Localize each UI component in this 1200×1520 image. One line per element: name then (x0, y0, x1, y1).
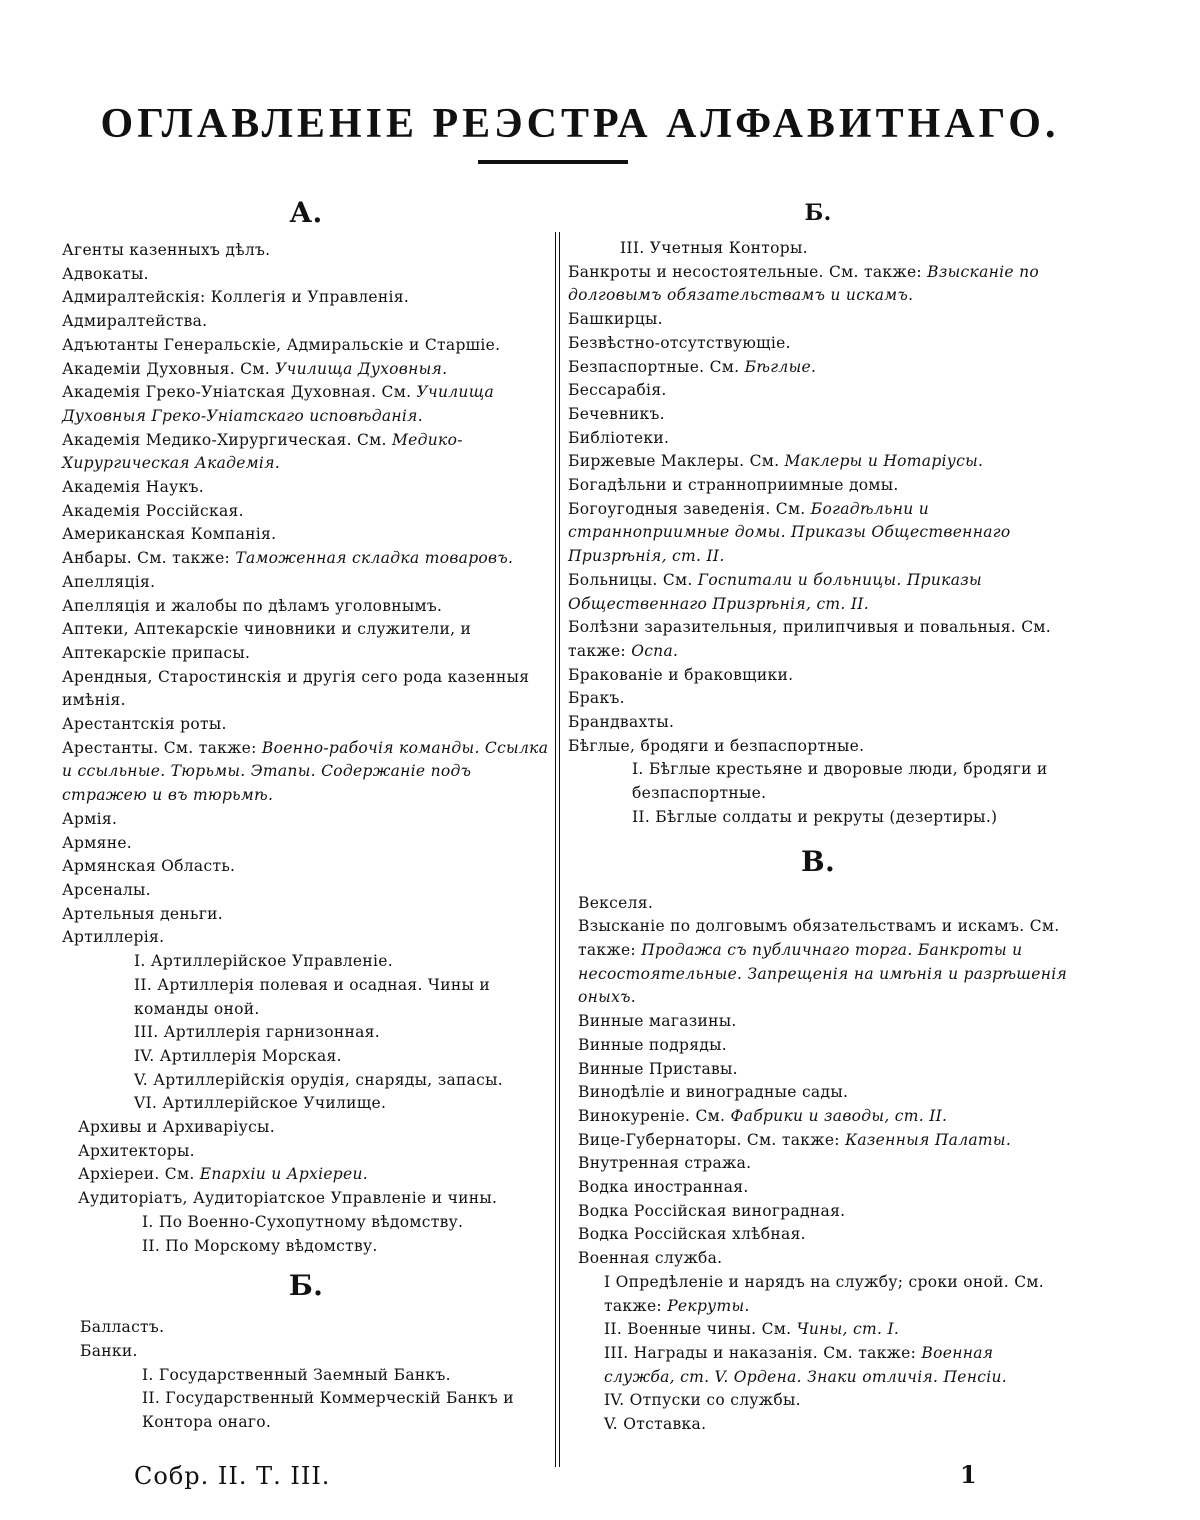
index-entry (62, 1069, 550, 1093)
index-entry (62, 358, 550, 382)
signature-mark: Собр. II. Т. III. (134, 1462, 331, 1490)
entry-list-b-continued (568, 261, 1068, 759)
entry-text: Апелляція и жалобы по дѣламъ уголовнымъ. (62, 596, 443, 615)
service-subentries (568, 1271, 1068, 1437)
index-entry (568, 1318, 1068, 1342)
index-entry (62, 381, 550, 428)
index-entry (568, 1105, 1068, 1129)
cross-reference: Маклеры и Нотаріусы. (784, 452, 984, 471)
entry-text: V. Отставка. (604, 1415, 707, 1434)
index-entry (568, 1200, 1068, 1224)
entry-text: Биржевые Маклеры. См. (568, 452, 785, 471)
entry-text: Академія Медико-Хирургическая. См. (62, 430, 392, 449)
entry-text: Балластъ. (80, 1318, 165, 1337)
entry-text: Аптеки, Аптекарскіе чиновники и служители, и Аптекарскіе припасы. (62, 620, 472, 662)
index-entry (62, 926, 550, 950)
entry-text: Военная служба. (578, 1249, 723, 1268)
entry-text: Винные подряды. (578, 1035, 728, 1054)
cross-reference: Фабрики и заводы, ст. II. (730, 1106, 948, 1125)
entry-text: Взысканіе по долговымъ обязательствамъ и искамъ. См. также: (578, 917, 1060, 959)
index-entry (568, 474, 1068, 498)
index-entry (62, 523, 550, 547)
cross-reference: Рекруты. (667, 1296, 750, 1315)
cross-reference: Казенныя Палаты. (845, 1130, 1012, 1149)
entry-text: Башкирцы. (568, 310, 663, 329)
page-number: 1 (960, 1460, 977, 1489)
entry-text: Арестанты. См. также: (62, 738, 262, 757)
page-title: ОГЛАВЛЕНІЕ РЕЭСТРА АЛФАВИТНАГО. (100, 101, 1060, 147)
index-entry (62, 334, 550, 358)
bank-subentries (62, 1364, 550, 1435)
entry-text: Библіотеки. (568, 428, 670, 447)
index-entry (568, 356, 1068, 380)
index-entry (62, 974, 550, 1021)
index-entry (62, 1187, 550, 1211)
entry-text: Водка иностранная. (578, 1178, 749, 1197)
index-entry (62, 263, 550, 287)
entry-text: Армянская Область. (62, 857, 236, 876)
index-entry (568, 1271, 1068, 1318)
cross-reference: Епархіи и Архіереи. (199, 1165, 369, 1184)
index-entry (568, 1058, 1068, 1082)
entry-text: III. Артиллерія гарнизонная. (134, 1023, 380, 1042)
index-entry (62, 1021, 550, 1045)
index-entry (568, 1342, 1068, 1389)
entry-text: Агенты казенныхъ дѣлъ. (62, 241, 271, 259)
entry-text: Апелляція. (62, 572, 156, 591)
entry-text: Бечевникъ. (568, 404, 665, 423)
entry-text: IV. Артиллерія Морская. (134, 1046, 342, 1065)
entry-text: Банкроты и несостоятельные. См. также: (568, 262, 928, 281)
cross-reference: Училища Духовныя Греко-Уніатскаго исповѣданія. (62, 383, 495, 425)
entry-text: Бессарабія. (568, 381, 667, 400)
index-entry (568, 1223, 1068, 1247)
cross-reference: Училища Духовныя. (275, 359, 448, 378)
entry-text: Армія. (62, 809, 118, 828)
artillery-subentries (62, 950, 550, 1116)
index-entry (568, 1152, 1068, 1176)
cross-reference: Оспа. (631, 641, 679, 660)
index-entry (568, 616, 1068, 663)
entry-text: II. По Морскому вѣдомству. (142, 1236, 378, 1255)
index-entry (568, 1129, 1068, 1153)
entry-text: Брандвахты. (568, 713, 675, 732)
index-entry (62, 879, 550, 903)
section-heading-v: В. (800, 844, 835, 878)
index-entry (568, 892, 1068, 916)
index-entry (568, 261, 1068, 308)
entry-text: Академія Россійская. (62, 501, 244, 520)
entry-text: Адмиралтейскія: Коллегія и Управленія. (62, 288, 410, 307)
fugitive-subentries (568, 758, 1068, 829)
entry-text: Бѣглые, бродяги и безпаспортные. (568, 736, 865, 755)
entry-text: Анбары. См. также: (62, 549, 236, 568)
entry-text: Арсеналы. (62, 880, 151, 899)
index-entry (62, 571, 550, 595)
index-entry (62, 737, 550, 808)
entry-text: I. Государственный Заемный Банкъ. (142, 1365, 451, 1384)
index-entry (568, 687, 1068, 711)
index-entry (62, 476, 550, 500)
entry-text: Водка Россійская хлѣбная. (578, 1225, 806, 1244)
entry-text: V. Артиллерійскія орудія, снаряды, запасы. (134, 1070, 504, 1089)
index-entry (568, 1176, 1068, 1200)
entry-text: Архіереи. См. (78, 1165, 200, 1184)
entry-text: Артельныя деньги. (62, 904, 224, 923)
index-entry (568, 1081, 1068, 1105)
entry-text: I. Бѣглые крестьяне и дворовые люди, бродяги и безпаспортные. (632, 760, 1048, 803)
entry-text: Винодѣліе и виноградные сады. (578, 1083, 849, 1102)
entry-text: IV. Отпуски со службы. (604, 1391, 801, 1410)
index-entry (568, 735, 1068, 759)
index-entry (62, 595, 550, 619)
bank-subentry: III. Учетныя Конторы. (620, 239, 808, 257)
index-entry (568, 450, 1068, 474)
entry-text: Бракованіе и браковщики. (568, 665, 794, 684)
entry-text: Архитекторы. (78, 1141, 195, 1160)
entry-text: Архивы и Архиваріусы. (78, 1118, 275, 1137)
entry-text: Академіи Духовныя. См. (62, 359, 276, 378)
index-entry (62, 903, 550, 927)
entry-text: Академія Греко-Уніатская Духовная. См. (62, 383, 417, 402)
index-entry (62, 1163, 550, 1187)
entry-text: Адмиралтейства. (62, 312, 208, 331)
cross-reference: Военно-рабочія команды. Ссылка и ссыльные. Тюрьмы. Этапы. Содержаніе подъ стражею и въ тюрьмѣ. (62, 738, 549, 805)
entry-text: Банки. (80, 1341, 138, 1360)
index-entry (62, 1116, 550, 1140)
entry-text: Безвѣстно-отсутствующіе. (568, 333, 791, 352)
index-entry (568, 1247, 1068, 1271)
entry-list-v (568, 892, 1068, 1271)
entry-text: Богадѣльни и странноприимные домы. (568, 476, 899, 495)
index-entry (568, 1010, 1068, 1034)
index-entry (62, 547, 550, 571)
entry-text: Армяне. (62, 833, 133, 852)
index-entry (568, 332, 1068, 356)
index-entry (568, 1034, 1068, 1058)
index-entry (62, 808, 550, 832)
index-entry (62, 1045, 550, 1069)
entry-text: III. Награды и наказанія. См. также: (604, 1343, 922, 1362)
entry-text: Артиллерія. (62, 928, 165, 947)
entry-text: Арестантскія роты. (62, 715, 227, 734)
index-entry (568, 806, 1068, 830)
entry-list-a (62, 239, 550, 950)
entry-text: II. Военные чины. См. (604, 1320, 797, 1339)
index-entry (568, 1413, 1068, 1437)
index-entry (62, 286, 550, 310)
entry-text: Богоугодныя заведенія. См. (568, 499, 811, 518)
index-entry (568, 308, 1068, 332)
index-entry (62, 429, 550, 476)
entry-text: I. Артиллерійское Управленіе. (134, 952, 393, 971)
index-entry (568, 379, 1068, 403)
index-entry (62, 713, 550, 737)
index-entry (568, 915, 1068, 1010)
entry-list-b (62, 1316, 550, 1363)
index-entry (62, 1387, 550, 1434)
index-entry (62, 950, 550, 974)
entry-list-a-continued (62, 1116, 550, 1211)
entry-text: Вице-Губернаторы. См. также: (578, 1130, 846, 1149)
index-entry (62, 1235, 550, 1259)
entry-text: II. Государственный Коммерческій Банкъ и Контора онаго. (142, 1389, 514, 1432)
entry-text: Бракъ. (568, 689, 625, 708)
entry-text: Винные магазины. (578, 1012, 737, 1031)
cross-reference: Военная служба, ст. V. Ордена. Знаки отличія. Пенсіи. (604, 1343, 1008, 1386)
cross-reference: Бѣглые. (744, 357, 817, 376)
entry-text: Векселя. (578, 893, 654, 912)
index-entry (568, 711, 1068, 735)
index-entry (62, 666, 550, 713)
cross-reference: Госпитали и больницы. Приказы Общественнаго Призрѣнія, ст. II. (568, 570, 982, 613)
index-entry (568, 427, 1068, 451)
index-entry (62, 1140, 550, 1164)
auditor-subentries (62, 1211, 550, 1258)
cross-reference: Чины, ст. I. (796, 1320, 900, 1339)
entry-text: I. По Военно-Сухопутному вѣдомству. (142, 1212, 464, 1231)
entry-text: Винокуреніе. См. (578, 1106, 731, 1125)
entry-text: Винные Приставы. (578, 1059, 738, 1078)
entry-text: Безпаспортные. См. (568, 357, 745, 376)
entry-text: I Опредѣленіе и нарядъ на службу; сроки оной. См. также: (604, 1272, 1044, 1315)
index-entry (62, 855, 550, 879)
cross-reference: Богадѣльни и странноприимные домы. Приказы Общественнаго Призрѣнія, ст. II. (568, 499, 1011, 566)
index-entry (568, 498, 1068, 569)
index-entry (568, 569, 1068, 616)
index-entry (62, 832, 550, 856)
entry-text: Академія Наукъ. (62, 478, 204, 497)
index-entry (62, 1364, 550, 1388)
entry-text: Адъютанты Генеральскіе, Адмиральскіе и Старшіе. (62, 335, 501, 354)
index-entry (62, 618, 550, 665)
index-entry (568, 1389, 1068, 1413)
right-column (568, 195, 1068, 1437)
index-entry (62, 1092, 550, 1116)
entry-text: Болѣзни заразительныя, прилипчивыя и повальныя. См. также: (568, 618, 1051, 660)
entry-text: Арендныя, Старостинскія и другія сего рода казенныя имѣнія. (62, 667, 530, 710)
cross-reference: Таможенная складка товаровъ. (235, 549, 514, 568)
section-heading-b-continued: Б. (804, 200, 832, 226)
entry-text: Внутренная стража. (578, 1154, 752, 1173)
entry-text: Адвокаты. (62, 264, 149, 283)
index-entry (568, 758, 1068, 805)
title-rule (478, 160, 628, 164)
section-heading-b: Б. (288, 1269, 324, 1303)
index-entry (62, 1211, 550, 1235)
index-entry (62, 1316, 550, 1340)
index-entry (62, 500, 550, 524)
entry-text: Водка Россійская виноградная. (578, 1201, 846, 1220)
section-heading-a: А. (289, 196, 323, 229)
cross-reference: Продажа съ публичнаго торга. Банкроты и несостоятельные. Запрещенія на имѣнія и разрѣшенія оныхъ. (578, 940, 1068, 1007)
entry-text: VI. Артиллерійское Училище. (134, 1094, 387, 1113)
left-column (62, 195, 550, 1435)
column-divider (555, 232, 560, 1467)
entry-text: II. Бѣглые солдаты и рекруты (дезертиры.) (632, 807, 998, 826)
entry-text: II. Артиллерія полевая и осадная. Чины и команды оной. (134, 975, 490, 1018)
entry-text: Больницы. См. (568, 570, 698, 589)
index-entry (62, 1340, 550, 1364)
cross-reference: Взысканіе по долговымъ обязательствамъ и искамъ. (568, 262, 1039, 305)
index-entry (568, 664, 1068, 688)
entry-text: Американская Компанія. (62, 525, 277, 544)
entry-text: Аудиторіатъ, Аудиторіатское Управленіе и чины. (78, 1189, 498, 1208)
index-entry (62, 239, 550, 263)
cross-reference: Медико-Хирургическая Академія. (62, 430, 463, 473)
index-entry (568, 403, 1068, 427)
index-entry (62, 310, 550, 334)
